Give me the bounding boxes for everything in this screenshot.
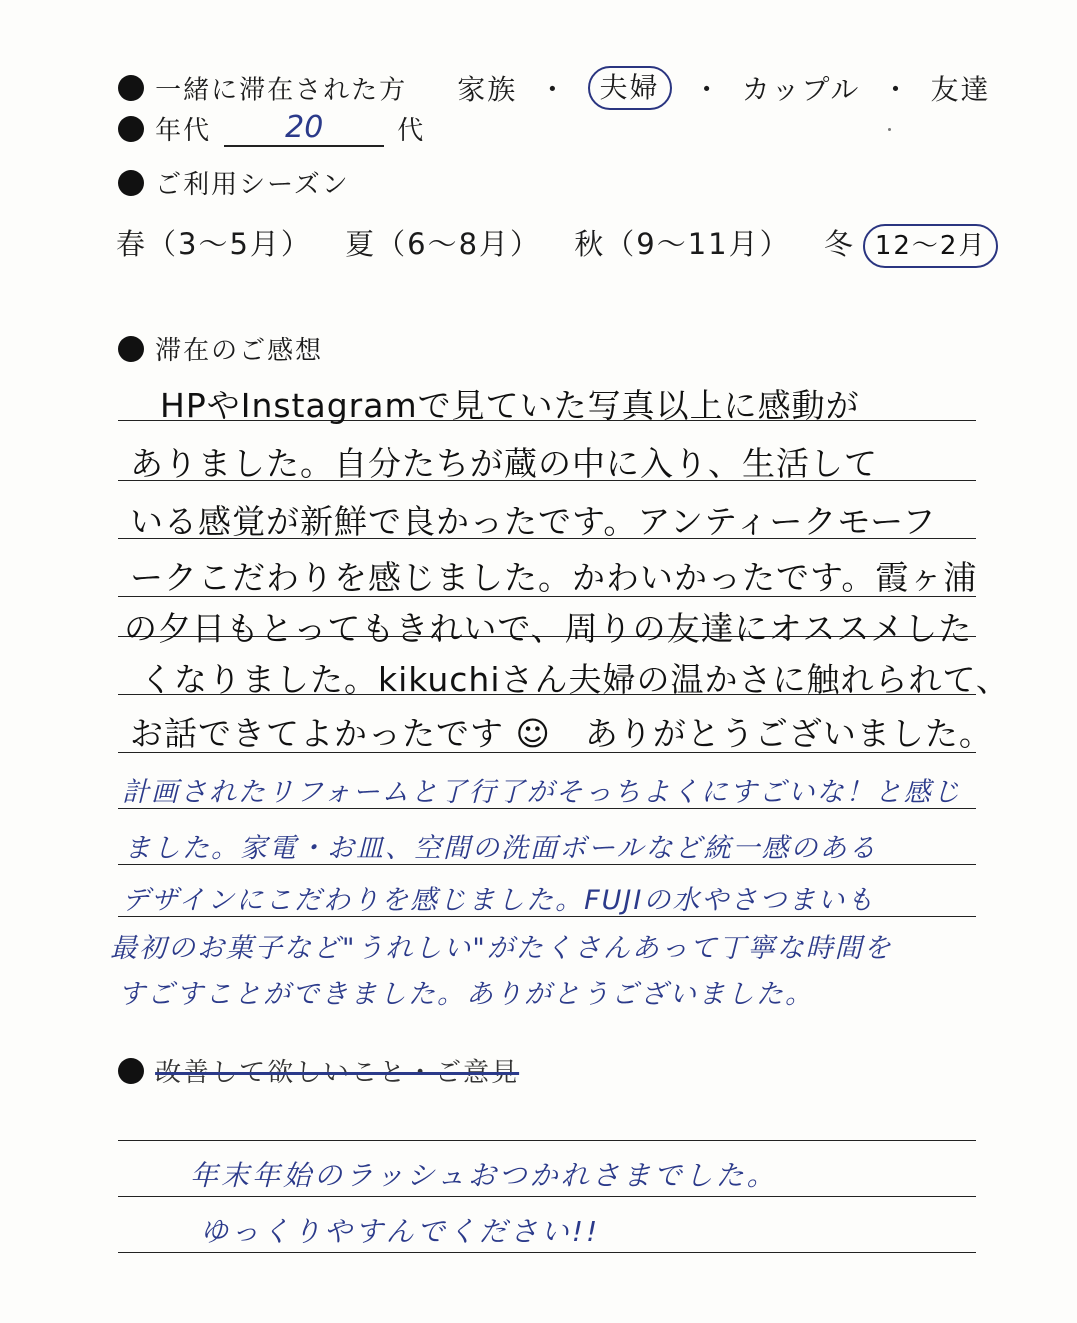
season-option-spring: 春（3～5月） <box>116 227 312 261</box>
paper-speck <box>888 128 891 131</box>
companion-option-couple-pair: カップル <box>741 73 861 106</box>
improvement-line: ゆっくりやすんでください!! <box>200 1215 601 1248</box>
bullet-icon <box>118 116 144 142</box>
companion-option-friends: 友達 <box>930 73 991 106</box>
bullet-icon <box>118 336 144 362</box>
impressions-label: 滞在のご感想 <box>155 336 324 366</box>
bullet-icon <box>118 75 144 101</box>
season-option-autumn: 秋（9～11月） <box>574 227 791 261</box>
season-option-summer: 夏（6～8月） <box>345 227 542 261</box>
ruled-line <box>118 1196 976 1197</box>
companion-label: 一緒に滞在された方 <box>155 75 408 106</box>
impression-line: ありました。自分たちが蔵の中に入り、生活して <box>130 444 878 483</box>
companion-option-family: 家族 <box>457 73 518 106</box>
age-row <box>118 110 425 147</box>
season-selected: 12～2月 <box>863 224 999 268</box>
impressions-heading <box>118 330 323 367</box>
companion-row: 一緒に滞在された方 家族 ・ 夫婦 ・ カップル ・ 友達 <box>118 66 991 110</box>
age-label: 年代 <box>155 116 212 146</box>
season-label: ご利用シーズン <box>155 170 350 200</box>
season-options <box>116 222 1020 268</box>
impression-line-blue: ました。家電・お皿、空間の洗面ボールなど統一感のある <box>124 833 878 864</box>
improvements-heading <box>118 1052 519 1089</box>
age-suffix: 代 <box>397 116 426 146</box>
improvement-line: 年末年始のラッシュおつかれさまでした。 <box>190 1159 778 1192</box>
age-field <box>224 110 384 147</box>
bullet-icon <box>118 1058 144 1084</box>
season-option-winter: 冬 <box>823 227 855 261</box>
impression-line: HPやInstagramで見ていた写真以上に感動が <box>160 386 860 425</box>
impression-line-blue: 計画されたリフォームと了行了がそっちよくにすごいな！と感じ <box>122 777 962 808</box>
ruled-line <box>118 1140 976 1141</box>
impression-line: ークこだわりを感じました。かわいかったです。霞ヶ浦 <box>130 558 978 597</box>
season-row <box>118 164 350 201</box>
impression-line: お話できてよかったです ☺ ありがとうございました。 <box>130 714 993 753</box>
impression-line: くなりました。kikuchiさん夫婦の温かさに触れられて、 <box>140 660 1010 699</box>
impression-line-blue: デザインにこだわりを感じました。FUJIの水やさつまいも <box>122 885 876 916</box>
bullet-icon <box>118 170 144 196</box>
impression-line-blue: すごすことができました。ありがとうございました。 <box>118 979 814 1010</box>
impression-line: の夕日もとってもきれいで、周りの友達にオススメした <box>124 609 973 648</box>
impression-line: いる感覚が新鮮で良かったです。アンティークモーフ <box>130 502 937 541</box>
age-value: 20 <box>285 110 324 145</box>
companion-option-couple-selected: 夫婦 <box>588 66 672 110</box>
impression-line-blue: 最初のお菓子など"うれしい"がたくさんあって丁寧な時間を <box>110 933 893 964</box>
ruled-line <box>118 1252 976 1253</box>
improvements-label: 改善して欲しいこと・ご意見 <box>155 1058 520 1088</box>
